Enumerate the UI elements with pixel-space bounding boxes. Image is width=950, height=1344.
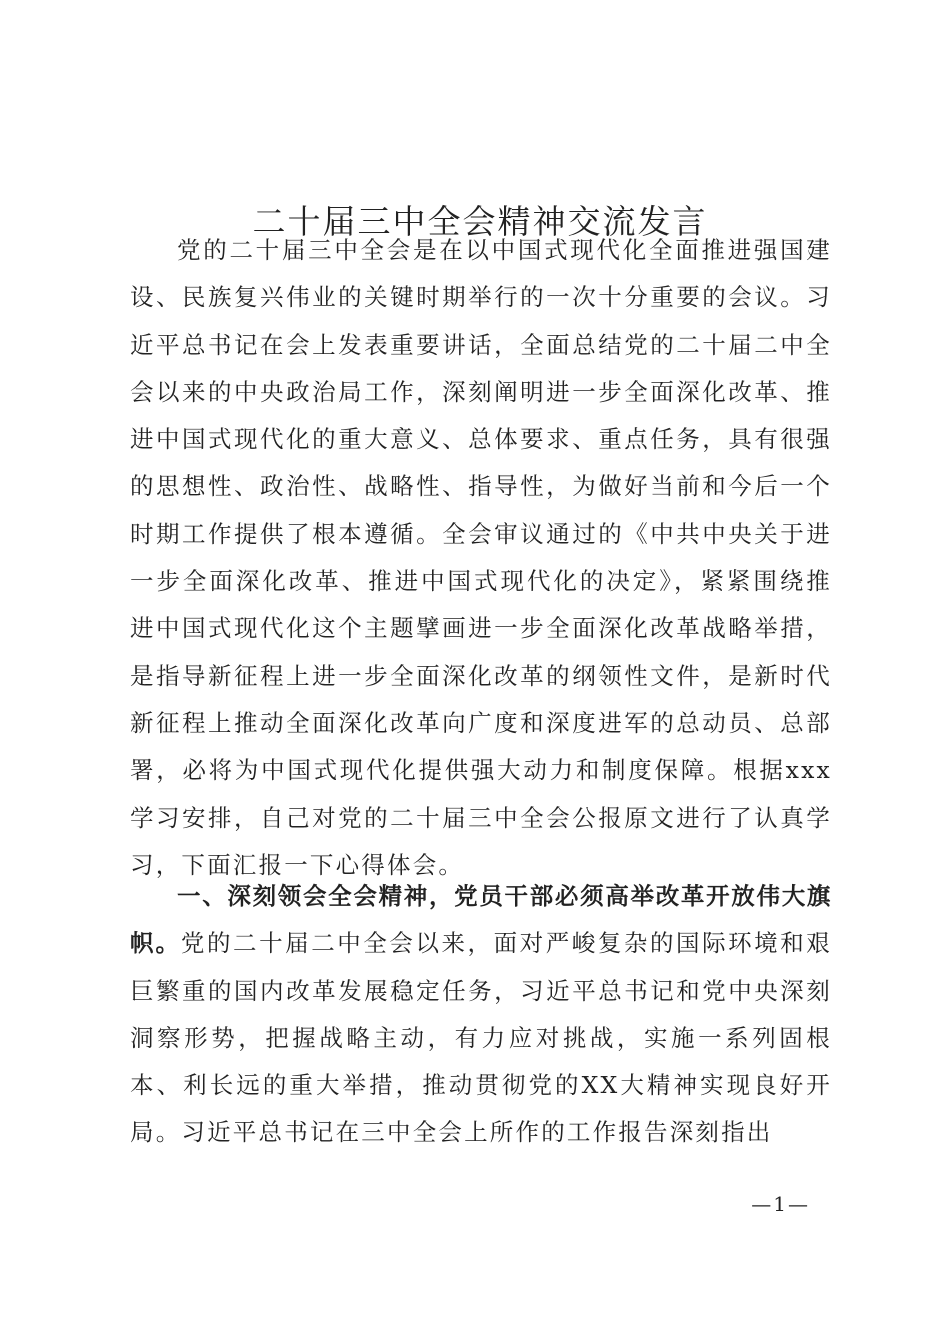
page-number: —1— — [751, 1192, 810, 1216]
section-heading-one: 一、深刻领会全会精神，党员干部必须高举改革开放伟大旗帜。 — [130, 882, 832, 958]
document-title: 二十届三中全会精神交流发言 — [252, 202, 708, 242]
paragraph-intro: 党的二十届三中全会是在以中国式现代化全面推进强国建设、民族复兴伟业的关键时期举行的一次十分重要的会议。习近平总书记在会上发表重要讲话，全面总结党的二十届二中全会以来的中央政治局工作，深刻阐明进一步全面深化改革、推进中国式现代化的重大意义、总体要求、重点任务，具有很强的思想性、政治性、战略性、指导性，为做好当前和今后一个时期工作提供了根本遵循。全会审议通过的《中共中央关于进一步全面深化改革、推进中国式现代化的决定》，紧紧围绕推进中国式现代化这个主题擘画进一步全面深化改革战略举措，是指导新征程上进一步全面深化改革的纲领性文件，是新时代新征程上推动全面深化改革向广度和深度进军的总动员、总部署，必将为中国式现代化提供强大动力和制度保障。根据xxx学习安排，自己对党的二十届三中全会公报原文进行了认真学习，下面汇报一下心得体会。 — [130, 236, 832, 879]
paragraph-section-one — [130, 873, 832, 1157]
section-one-body: 党的二十届二中全会以来，面对严峻复杂的国际环境和艰巨繁重的国内改革发展稳定任务，习近平总书记和党中央深刻洞察形势，把握战略主动，有力应对挑战，实施一系列固根本、利长远的重大举措，推动贯彻党的XX大精神实现良好开局。习近平总书记在三中全会上所作的工作报告深刻指出 — [130, 929, 833, 1147]
